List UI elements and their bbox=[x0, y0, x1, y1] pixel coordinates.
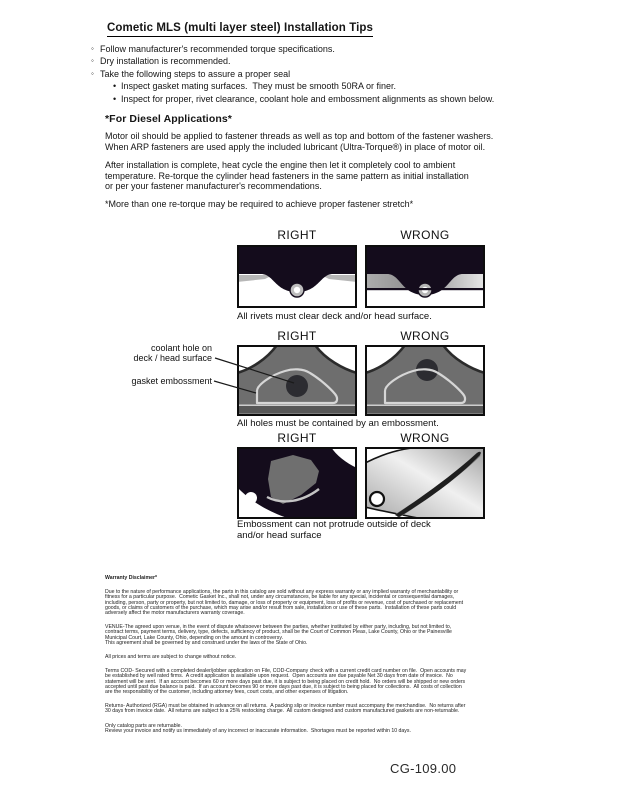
tip-subitem bbox=[113, 93, 494, 105]
terms-cod-paragraph: Terms COD- Secured with a completed dealer/jobber application on File, COD-Company check with a current credit card number on file. Open accounts may be established by well rated firms. A credit application is available upon request. Open accounts are due payable Net 30 days from date of invoice. No statement will be sent. If an account becomes 60 or more days past due, it is subject to being placed on credit hold. No orders will be shipped or new orders accepted until past due balance is paid. If an account becomes 90 or more days past due, it is subject to being placed for collections. All costs of collection are the responsibility of the customer, including attorney fees, court costs, and other expenses of litigation. bbox=[105, 668, 467, 696]
row2-right-label: RIGHT bbox=[277, 329, 317, 343]
diesel-paragraph-2: After installation is complete, heat cycle the engine then let it completely cool to ambient temperature. Re-torque the cylinder head fasteners in the same pattern as initial installation or per your fastener manufacturer's recommendations. bbox=[105, 160, 469, 192]
row3-right-label: RIGHT bbox=[277, 431, 317, 445]
rivet-wrong-diagram bbox=[365, 245, 485, 308]
row3-wrong-label: WRONG bbox=[400, 431, 450, 445]
row2-caption: All holes must be contained by an embossment. bbox=[237, 418, 439, 429]
tip-text: Inspect gasket mating surfaces. They must be smooth 50RA or finer. bbox=[121, 81, 396, 92]
embossment-right-diagram bbox=[237, 345, 357, 416]
diesel-paragraph-1: Motor oil should be applied to fastener threads as well as top and bottom of the fastener washers. When ARP fasteners are used apply the included lubricant (Ultra-Torque®) in place of motor oil. bbox=[105, 131, 494, 152]
row1-wrong-label: WRONG bbox=[400, 228, 450, 242]
returns-paragraph: Returns- Authorized (RGA) must be obtained in advance on all returns. A packing slip or invoice number must accompany the merchandise. No returns after 30 days from invoice date. All returns are subject to a 25% restocking charge. All custom designed and custom manufactured gaskets are non-returnable. bbox=[105, 703, 466, 715]
retorque-note: *More than one re-torque may be required to achieve proper fastener stretch* bbox=[105, 199, 414, 210]
circle-bullet-icon: ◦ bbox=[91, 56, 94, 66]
diesel-heading: *For Diesel Applications* bbox=[105, 113, 232, 125]
protrusion-wrong-diagram bbox=[365, 447, 485, 519]
tip-item bbox=[91, 43, 494, 55]
tip-text: Follow manufacturer's recommended torque specifications. bbox=[100, 44, 335, 54]
tip-text: Inspect for proper, rivet clearance, coolant hole and embossment alignments as shown below. bbox=[121, 93, 495, 104]
venue-paragraph: VENUE-The agreed upon venue, in the event of dispute whatsoever between the parties, whether instituted by either party, including, but not limited to, contract terms, payment terms, delivery, type, defects, sufficiency of product, shall be the Court of Common Pleas, Lake County, Ohio or the Painesville Municipal Court, Lake County, Ohio, depending on the amount in controversy. This agreement shall be governed by and construed under the laws of the State of Ohio. bbox=[105, 624, 452, 646]
row2-wrong-label: WRONG bbox=[400, 329, 450, 343]
page-title: Cometic MLS (multi layer steel) Installation Tips bbox=[107, 22, 373, 37]
gasket-embossment-label: gasket embossment bbox=[131, 376, 212, 386]
dot-bullet-icon: • bbox=[113, 93, 117, 104]
row1-right-label: RIGHT bbox=[277, 228, 317, 242]
circle-bullet-icon: ◦ bbox=[91, 68, 94, 78]
page-number: CG-109.00 bbox=[390, 761, 457, 776]
tip-item bbox=[91, 68, 494, 80]
row1-caption: All rivets must clear deck and/or head surface. bbox=[237, 311, 432, 322]
row3-caption: Embossment can not protrude outside of deck and/or head surface bbox=[237, 519, 431, 541]
installation-tips-list bbox=[91, 43, 494, 105]
diesel-applications-section bbox=[105, 114, 493, 210]
tip-subitem bbox=[113, 80, 494, 92]
tip-text: Take the following steps to assure a proper seal bbox=[100, 68, 291, 79]
disclaimer-paragraph: Due to the nature of performance applications, the parts in this catalog are sold without any express warranty or any implied warranty of merchantability or fitness for a particular purpose. Cometic Gasket Inc., shall not, under any circumstances, be liable for any special, incidental or consequential damages, including, person, party or property, but not limited to, damage, or loss of property or equipment, loss of profits or revenue, cost of purchased or replacement goods, or claims of customers of the purchase, which may arise and/or result from sale, installation or use of these parts. Installation of these parts could adversely affect the motor manufacturers warranty coverage. bbox=[105, 589, 464, 617]
dot-bullet-icon: • bbox=[113, 81, 117, 92]
embossment-wrong-diagram bbox=[365, 345, 485, 416]
catalog-parts-paragraph: Only catalog parts are returnable. Review your invoice and notify us immediately of any incorrect or inaccurate information. Shortages must be reported within 10 days. bbox=[105, 722, 411, 734]
rivet-right-diagram bbox=[237, 245, 357, 308]
prices-paragraph: All prices and terms are subject to change without notice. bbox=[105, 654, 237, 661]
protrusion-right-diagram bbox=[237, 447, 357, 519]
tip-item bbox=[91, 55, 494, 67]
circle-bullet-icon: ◦ bbox=[91, 44, 94, 53]
tip-text: Dry installation is recommended. bbox=[100, 56, 231, 67]
coolant-hole-label: coolant hole on deck / head surface bbox=[133, 343, 212, 363]
disclaimer-heading: Warranty Disclaimer* bbox=[105, 575, 157, 581]
warranty-disclaimer bbox=[105, 576, 517, 743]
